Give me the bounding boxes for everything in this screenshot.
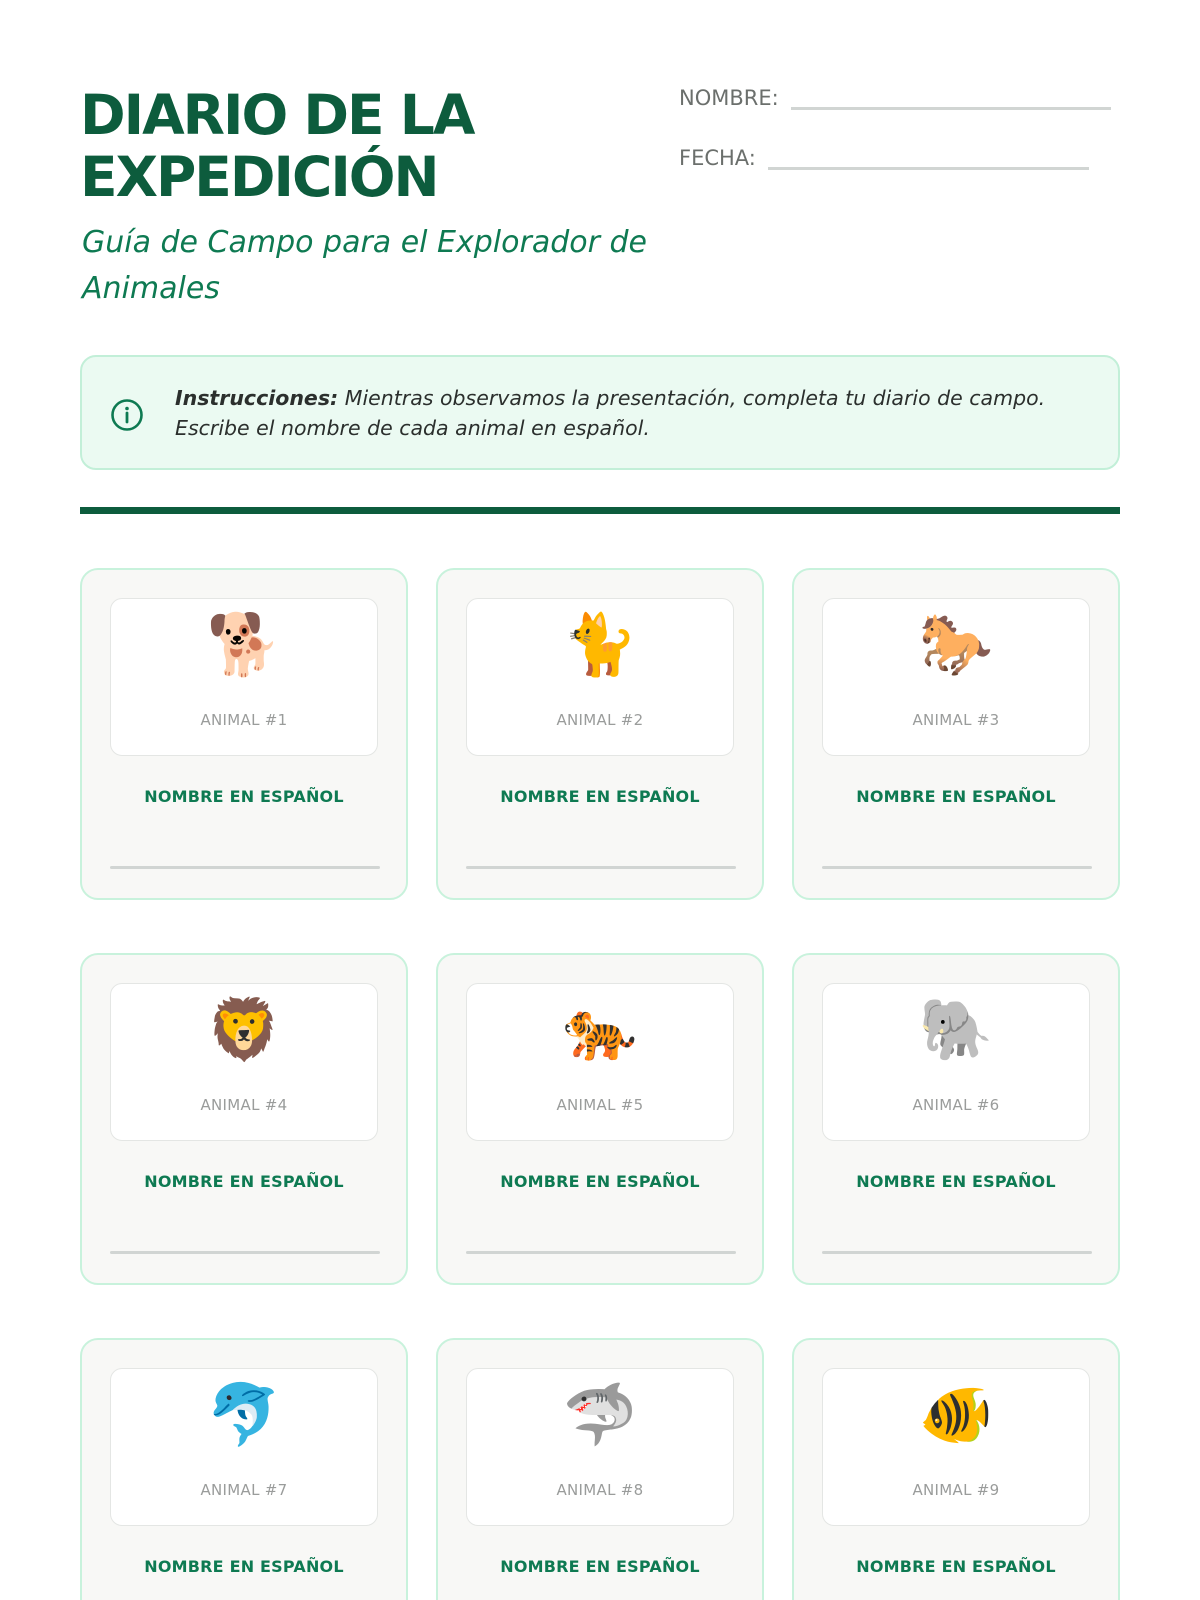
answer-line[interactable] — [466, 866, 736, 869]
animal-number-label: ANIMAL #3 — [912, 711, 1000, 729]
animal-number-label: ANIMAL #9 — [912, 1481, 1000, 1499]
page-subtitle: Guía de Campo para el Explorador de Animales — [82, 225, 647, 306]
horse-icon: 🐎 — [918, 610, 994, 680]
title-line-1: DIARIO DE LA — [80, 83, 474, 147]
animal-number-label: ANIMAL #4 — [200, 1096, 288, 1114]
spanish-name-label: NOMBRE EN ESPAÑOL — [500, 1557, 700, 1576]
animal-photo-frame — [466, 983, 734, 1141]
shark-icon: 🦈 — [562, 1380, 638, 1450]
animal-number-label: ANIMAL #1 — [200, 711, 288, 729]
animal-card — [792, 953, 1120, 1285]
instructions-text — [175, 383, 1095, 443]
spanish-name-label: NOMBRE EN ESPAÑOL — [144, 787, 344, 806]
animal-card — [436, 953, 764, 1285]
title-line-2: EXPEDICIÓN — [80, 145, 438, 209]
animal-card — [792, 1338, 1120, 1600]
animal-card — [436, 568, 764, 900]
name-field[interactable] — [679, 86, 1111, 110]
answer-line[interactable] — [466, 1251, 736, 1254]
answer-line[interactable] — [822, 866, 1092, 869]
animal-photo-frame — [822, 598, 1090, 756]
animal-card — [80, 568, 408, 900]
animal-number-label: ANIMAL #5 — [556, 1096, 644, 1114]
answer-line[interactable] — [110, 866, 380, 869]
animal-number-label: ANIMAL #6 — [912, 1096, 1000, 1114]
spanish-name-label: NOMBRE EN ESPAÑOL — [856, 787, 1056, 806]
animal-card — [436, 1338, 764, 1600]
name-line[interactable] — [791, 90, 1111, 110]
animal-number-label: ANIMAL #7 — [200, 1481, 288, 1499]
instructions-body: Mientras observamos la presentación, completa tu diario de campo. Escribe el nombre de cada animal en español. — [175, 386, 1046, 440]
instructions-callout — [80, 355, 1120, 470]
cat-icon: 🐈 — [562, 610, 638, 680]
elephant-icon: 🐘 — [918, 995, 994, 1065]
instructions-label: Instrucciones: — [175, 386, 339, 410]
animal-card — [792, 568, 1120, 900]
animal-number-label: ANIMAL #2 — [556, 711, 644, 729]
date-field[interactable] — [679, 146, 1089, 170]
animal-card — [80, 1338, 408, 1600]
spanish-name-label: NOMBRE EN ESPAÑOL — [856, 1557, 1056, 1576]
dolphin-icon: 🐬 — [206, 1380, 282, 1450]
date-label: FECHA: — [679, 146, 756, 170]
answer-line[interactable] — [110, 1251, 380, 1254]
animal-photo-frame — [110, 1368, 378, 1526]
animal-card — [80, 953, 408, 1285]
spanish-name-label: NOMBRE EN ESPAÑOL — [144, 1172, 344, 1191]
lion-icon: 🦁 — [206, 995, 282, 1065]
name-label: NOMBRE: — [679, 86, 779, 110]
spanish-name-label: NOMBRE EN ESPAÑOL — [856, 1172, 1056, 1191]
answer-line[interactable] — [822, 1251, 1092, 1254]
tiger-icon: 🐅 — [562, 995, 638, 1065]
info-icon — [110, 398, 144, 432]
date-line[interactable] — [768, 150, 1089, 170]
spanish-name-label: NOMBRE EN ESPAÑOL — [144, 1557, 344, 1576]
animal-photo-frame — [110, 598, 378, 756]
animal-photo-frame — [110, 983, 378, 1141]
dog-icon: 🐕 — [206, 610, 282, 680]
animal-number-label: ANIMAL #8 — [556, 1481, 644, 1499]
tropical-fish-icon: 🐠 — [918, 1380, 994, 1450]
animal-photo-frame — [466, 1368, 734, 1526]
animal-photo-frame — [822, 1368, 1090, 1526]
page-title — [80, 84, 640, 208]
animal-photo-frame — [822, 983, 1090, 1141]
spanish-name-label: NOMBRE EN ESPAÑOL — [500, 1172, 700, 1191]
spanish-name-label: NOMBRE EN ESPAÑOL — [500, 787, 700, 806]
section-divider — [80, 507, 1120, 514]
animal-photo-frame — [466, 598, 734, 756]
